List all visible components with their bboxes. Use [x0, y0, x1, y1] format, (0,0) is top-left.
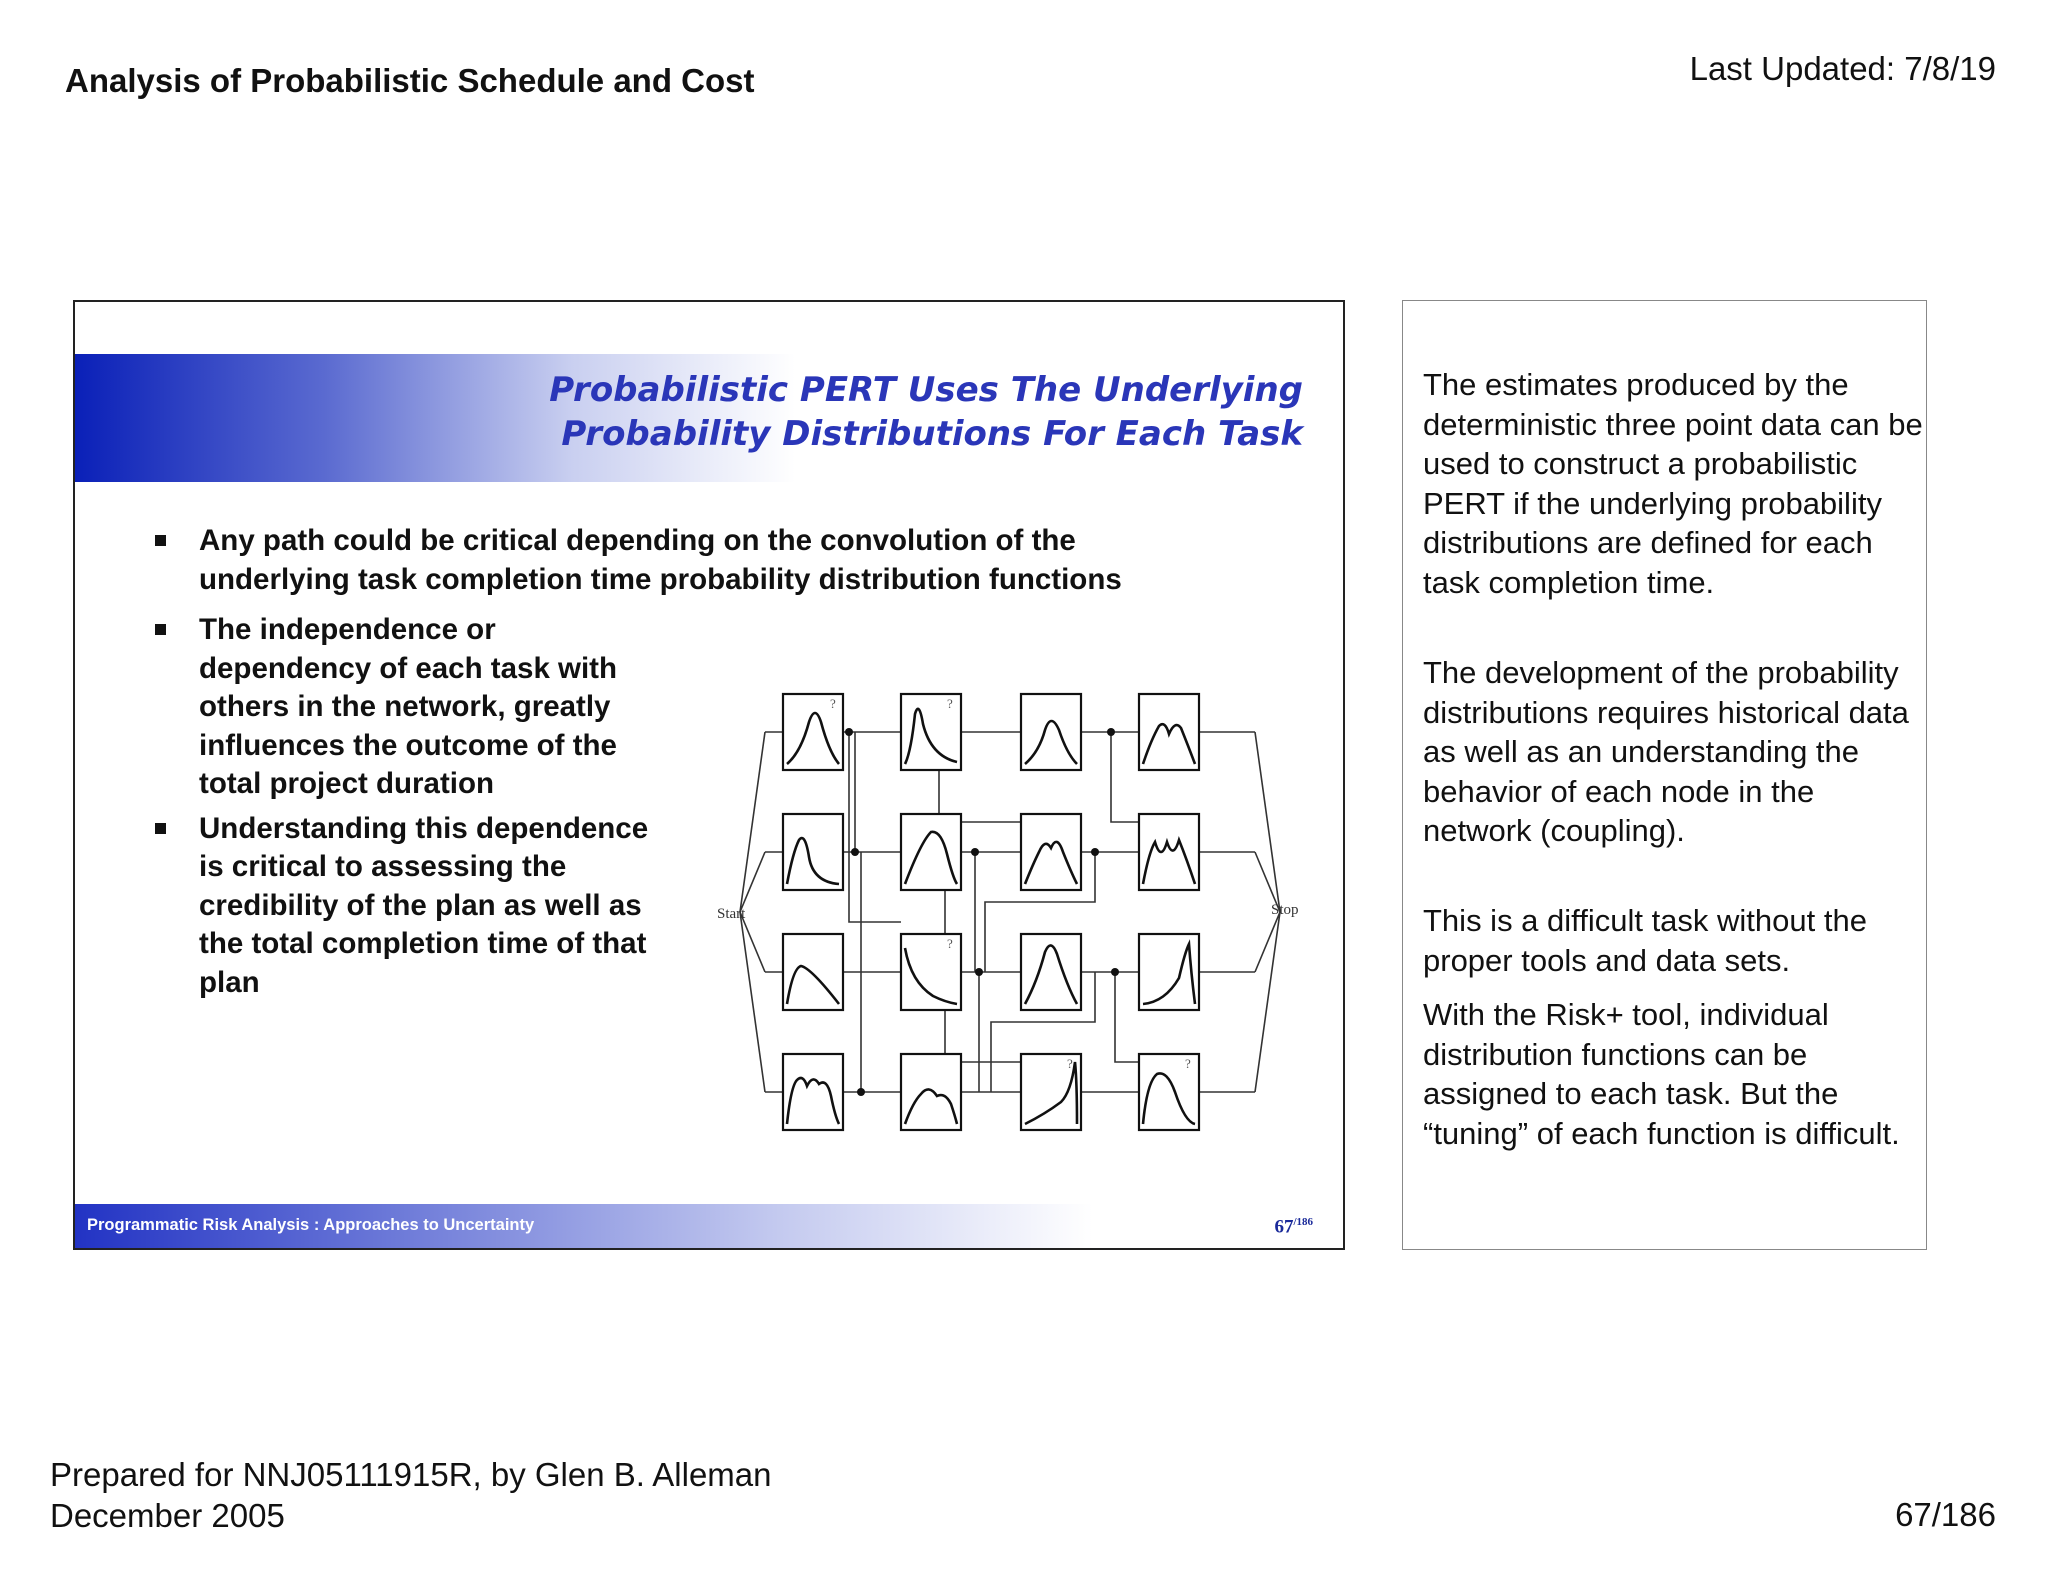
slide-title-line-1: Probabilistic PERT Uses The Underlying	[549, 370, 1303, 410]
slide-page-current: 67	[1274, 1216, 1294, 1238]
slide-image	[73, 300, 1345, 1250]
stop-label: Stop	[1271, 902, 1299, 918]
last-updated-date: Last Updated: 7/8/19	[1689, 50, 1996, 87]
prepared-for-line: Prepared for NNJ05111915R, by Glen B. Alleman	[50, 1456, 772, 1493]
speaker-notes-box	[1402, 300, 1927, 1250]
slide-bullet: The independence or dependency of each task with others in the network, greatly influences the outcome of the total project duration	[155, 611, 659, 804]
page-number: 67/186	[1895, 1496, 1996, 1533]
pert-network-diagram	[675, 682, 1345, 1162]
note-paragraph: This is a difficult task without the proper tools and data sets.	[1423, 903, 1867, 978]
unknown-mark: ?	[947, 936, 953, 951]
slide-footer-bar	[75, 1204, 1345, 1248]
prepared-date: December 2005	[50, 1497, 285, 1534]
note-paragraph: With the Risk+ tool, individual distribution functions can be assigned to each task. But the “tuning” of each function is difficult.	[1423, 997, 1900, 1151]
note-paragraph: The estimates produced by the deterministic three point data can be used to construct a probabilistic PERT if the underlying probability distributions are defined for each task completion time.	[1423, 367, 1923, 600]
slide-footer-label: Programmatic Risk Analysis : Approaches to Uncertainty	[87, 1216, 535, 1234]
unknown-mark: ?	[1185, 1056, 1191, 1071]
slide-title	[549, 368, 1303, 456]
slide-bullet: Understanding this dependence is critical to assessing the credibility of the plan as well as the total completion time of that plan	[155, 810, 659, 1003]
unknown-mark: ?	[947, 696, 953, 711]
slide-title-line-2: Probability Distributions For Each Task	[561, 414, 1303, 454]
slide-page-number	[1274, 1216, 1313, 1238]
start-label: Start	[717, 906, 746, 922]
slide-bullet: Any path could be critical depending on the convolution of the underlying task completion time probability distribution functions	[155, 522, 1199, 599]
slide-page-total: /186	[1293, 1216, 1313, 1228]
unknown-mark: ?	[830, 696, 836, 711]
unknown-mark: ?	[1067, 1056, 1073, 1071]
note-paragraph: The development of the probability distributions requires historical data as well as an understanding the behavior of each node in the network (coupling).	[1423, 655, 1909, 848]
prepared-for	[50, 1454, 772, 1536]
document-title: Analysis of Probabilistic Schedule and Cost	[65, 62, 755, 99]
